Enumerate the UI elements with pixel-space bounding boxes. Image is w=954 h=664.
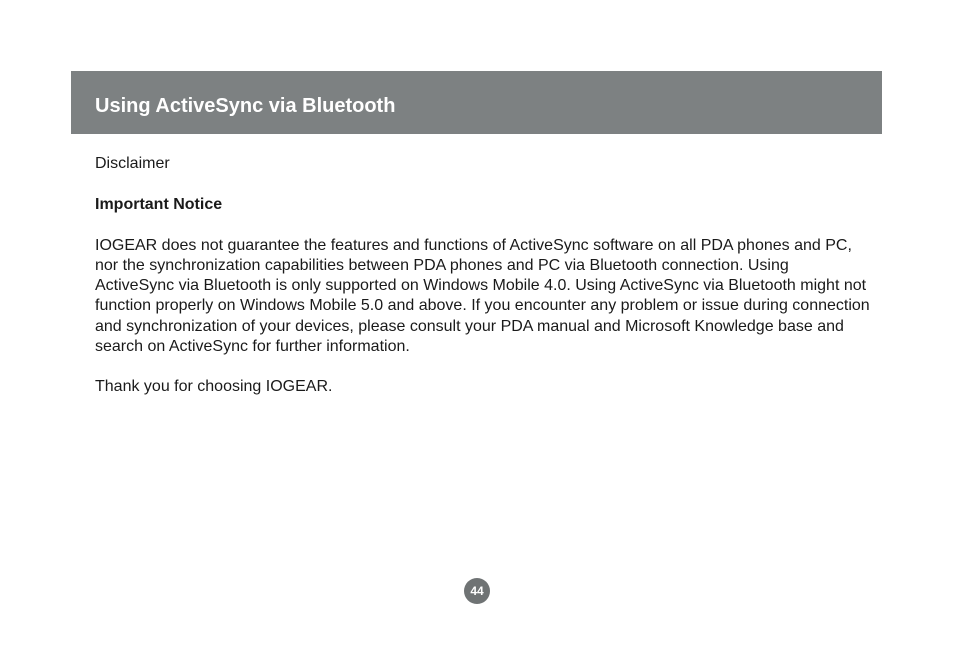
important-notice-heading: Important Notice xyxy=(95,196,223,214)
disclaimer-label: Disclaimer xyxy=(95,155,170,172)
closing-line: Thank you for choosing IOGEAR. xyxy=(95,378,333,396)
section-header-bar xyxy=(71,71,882,134)
notice-paragraph: IOGEAR does not guarantee the features and functions of ActiveSync software on all PDA phones and PC, nor the synchronization capabilities between PDA phones and PC via Bluetooth connection. Using ActiveSync via Bluetooth is only supported on Windows Mobile 4.0. Using ActiveSync via Bluetooth might not function properly on Windows Mobile 5.0 and above. If you encounter any problem or issue during connection and synchronization of your devices, please consult your PDA manual and Microsoft Knowledge base and search on ActiveSync for further information. xyxy=(95,236,870,356)
page-title: Using ActiveSync via Bluetooth xyxy=(95,95,396,117)
document-body xyxy=(95,154,870,398)
page-number-badge: 44 xyxy=(464,578,490,604)
